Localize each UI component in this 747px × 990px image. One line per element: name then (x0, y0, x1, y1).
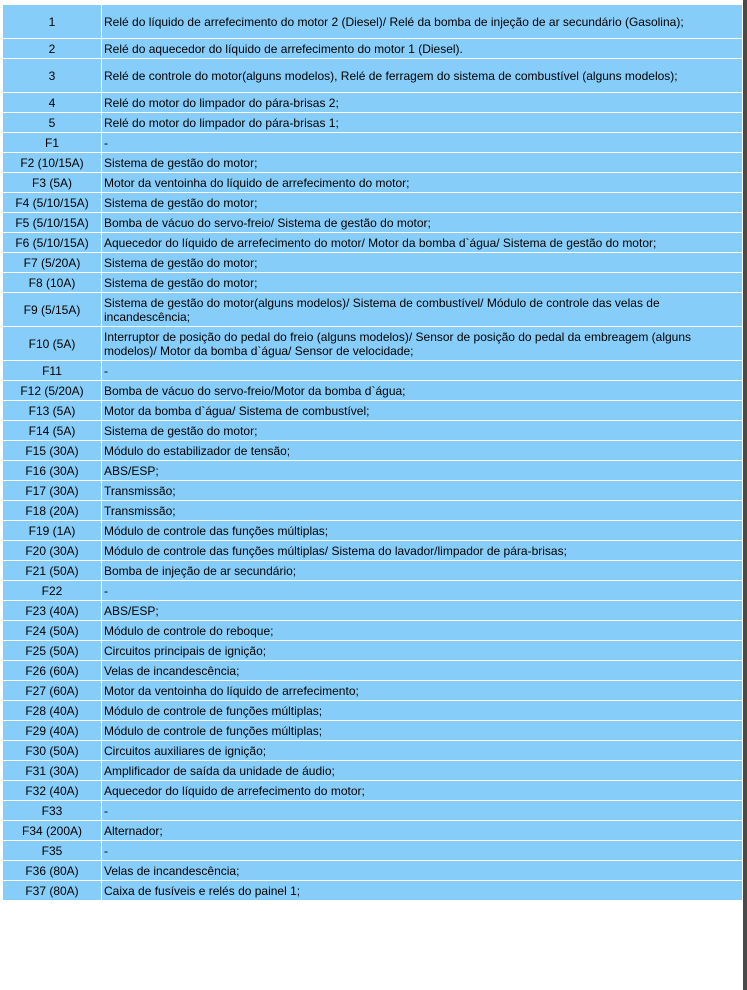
table-row (3, 381, 742, 400)
table-row (3, 441, 742, 460)
window-scrollbar-edge[interactable] (743, 0, 747, 990)
table-row (3, 621, 742, 640)
fuse-code-cell: F36 (80A) (3, 861, 101, 880)
fuse-description-cell: Bomba de vácuo do servo-freio/Motor da bomba d`água; (102, 381, 742, 400)
fuse-description-cell: - (102, 801, 742, 820)
table-row (3, 133, 742, 152)
table-row (3, 641, 742, 660)
fuse-code-cell: F14 (5A) (3, 421, 101, 440)
fuse-description-cell: - (102, 581, 742, 600)
table-row (3, 93, 742, 112)
table-row (3, 661, 742, 680)
fuse-code-cell: 4 (3, 93, 101, 112)
fuse-code-cell: F37 (80A) (3, 881, 101, 900)
fuse-description-cell: Motor da ventoinha do líquido de arrefecimento do motor; (102, 173, 742, 192)
fuse-description-cell: Relé do motor do limpador do pára-brisas 1; (102, 113, 742, 132)
fuse-code-cell: F7 (5/20A) (3, 253, 101, 272)
fuse-description-cell: Sistema de gestão do motor; (102, 253, 742, 272)
table-row (3, 293, 742, 326)
table-row (3, 881, 742, 900)
table-row (3, 401, 742, 420)
table-row (3, 741, 742, 760)
fuse-description-cell: - (102, 361, 742, 380)
fuse-code-cell: F31 (30A) (3, 761, 101, 780)
table-row (3, 113, 742, 132)
table-row (3, 501, 742, 520)
fuse-description-cell: Relé do aquecedor do líquido de arrefecimento do motor 1 (Diesel). (102, 39, 742, 58)
table-row (3, 721, 742, 740)
fuse-description-cell: Relé do motor do limpador do pára-brisas 2; (102, 93, 742, 112)
fuse-description-cell: - (102, 133, 742, 152)
table-row (3, 601, 742, 620)
table-row (3, 361, 742, 380)
table-row (3, 213, 742, 232)
table-row (3, 681, 742, 700)
fuse-code-cell: F9 (5/15A) (3, 293, 101, 326)
fuse-description-cell: Módulo de controle de funções múltiplas; (102, 701, 742, 720)
fuse-code-cell: 3 (3, 59, 101, 92)
fuse-code-cell: 5 (3, 113, 101, 132)
fuse-description-cell: Relé de controle do motor(alguns modelos), Relé de ferragem do sistema de combustível (alguns modelos); (102, 59, 742, 92)
fuse-code-cell: F8 (10A) (3, 273, 101, 292)
fuse-code-cell: F32 (40A) (3, 781, 101, 800)
table-row (3, 841, 742, 860)
table-row (3, 701, 742, 720)
fuse-description-cell: Sistema de gestão do motor; (102, 421, 742, 440)
fuse-code-cell: 1 (3, 5, 101, 38)
table-row (3, 521, 742, 540)
fuse-description-cell: Velas de incandescência; (102, 861, 742, 880)
table-row (3, 781, 742, 800)
table-row (3, 327, 742, 360)
table-row (3, 861, 742, 880)
fuse-code-cell: F19 (1A) (3, 521, 101, 540)
fuse-description-cell: Módulo de controle de funções múltiplas; (102, 721, 742, 740)
fuse-code-cell: F2 (10/15A) (3, 153, 101, 172)
fuse-description-cell: - (102, 841, 742, 860)
fuse-code-cell: F24 (50A) (3, 621, 101, 640)
table-row (3, 39, 742, 58)
fuse-description-cell: Sistema de gestão do motor; (102, 273, 742, 292)
fuse-code-cell: 2 (3, 39, 101, 58)
table-row (3, 5, 742, 38)
table-row (3, 233, 742, 252)
fuse-description-cell: Transmissão; (102, 501, 742, 520)
fuse-description-cell: Bomba de vácuo do servo-freio/ Sistema de gestão do motor; (102, 213, 742, 232)
fuse-code-cell: F33 (3, 801, 101, 820)
fuse-code-cell: F29 (40A) (3, 721, 101, 740)
fuse-description-cell: Transmissão; (102, 481, 742, 500)
fuse-description-cell: Alternador; (102, 821, 742, 840)
fuse-code-cell: F27 (60A) (3, 681, 101, 700)
fuse-description-cell: Relé do líquido de arrefecimento do motor 2 (Diesel)/ Relé da bomba de injeção de ar secundário (Gasolina); (102, 5, 742, 38)
fuse-description-cell: Interruptor de posição do pedal do freio (alguns modelos)/ Sensor de posição do pedal da embreagem (alguns modelos)/ Motor da bomba d`água/ Sensor de velocidade; (102, 327, 742, 360)
fuse-table-body (3, 5, 742, 900)
fuse-code-cell: F6 (5/10/15A) (3, 233, 101, 252)
fuse-description-cell: Circuitos auxiliares de ignição; (102, 741, 742, 760)
fuse-description-cell: ABS/ESP; (102, 601, 742, 620)
fuse-code-cell: F17 (30A) (3, 481, 101, 500)
fuse-description-cell: Velas de incandescência; (102, 661, 742, 680)
table-row (3, 421, 742, 440)
fuse-code-cell: F21 (50A) (3, 561, 101, 580)
fuse-description-cell: Motor da bomba d`água/ Sistema de combustível; (102, 401, 742, 420)
fuse-description-cell: ABS/ESP; (102, 461, 742, 480)
fuse-code-cell: F23 (40A) (3, 601, 101, 620)
fuse-code-cell: F1 (3, 133, 101, 152)
fuse-code-cell: F11 (3, 361, 101, 380)
fuse-description-cell: Aquecedor do líquido de arrefecimento do motor/ Motor da bomba d`água/ Sistema de gestão do motor; (102, 233, 742, 252)
fuse-code-cell: F28 (40A) (3, 701, 101, 720)
fuse-code-cell: F13 (5A) (3, 401, 101, 420)
fuse-description-cell: Circuitos principais de ignição; (102, 641, 742, 660)
table-row (3, 273, 742, 292)
table-row (3, 761, 742, 780)
table-row (3, 581, 742, 600)
fuse-description-cell: Módulo de controle do reboque; (102, 621, 742, 640)
table-row (3, 821, 742, 840)
fuse-description-cell: Módulo de controle das funções múltiplas/ Sistema do lavador/limpador de pára-brisas; (102, 541, 742, 560)
table-row (3, 253, 742, 272)
fuse-description-cell: Bomba de injeção de ar secundário; (102, 561, 742, 580)
table-row (3, 561, 742, 580)
fuse-code-cell: F3 (5A) (3, 173, 101, 192)
fuse-code-cell: F26 (60A) (3, 661, 101, 680)
table-row (3, 173, 742, 192)
table-row (3, 461, 742, 480)
table-row (3, 153, 742, 172)
fuse-relay-table (2, 4, 743, 901)
fuse-description-cell: Sistema de gestão do motor; (102, 153, 742, 172)
fuse-description-cell: Sistema de gestão do motor(alguns modelos)/ Sistema de combustível/ Módulo de controle das velas de incandescência; (102, 293, 742, 326)
table-row (3, 801, 742, 820)
fuse-description-cell: Amplificador de saída da unidade de áudio; (102, 761, 742, 780)
fuse-code-cell: F20 (30A) (3, 541, 101, 560)
fuse-code-cell: F25 (50A) (3, 641, 101, 660)
fuse-description-cell: Caixa de fusíveis e relés do painel 1; (102, 881, 742, 900)
fuse-description-cell: Módulo do estabilizador de tensão; (102, 441, 742, 460)
fuse-code-cell: F16 (30A) (3, 461, 101, 480)
fuse-code-cell: F5 (5/10/15A) (3, 213, 101, 232)
fuse-code-cell: F18 (20A) (3, 501, 101, 520)
fuse-code-cell: F12 (5/20A) (3, 381, 101, 400)
fuse-code-cell: F4 (5/10/15A) (3, 193, 101, 212)
table-row (3, 481, 742, 500)
fuse-code-cell: F35 (3, 841, 101, 860)
fuse-description-cell: Motor da ventoinha do líquido de arrefecimento; (102, 681, 742, 700)
table-row (3, 541, 742, 560)
fuse-code-cell: F10 (5A) (3, 327, 101, 360)
fuse-code-cell: F15 (30A) (3, 441, 101, 460)
fuse-description-cell: Módulo de controle das funções múltiplas; (102, 521, 742, 540)
fuse-description-cell: Aquecedor do líquido de arrefecimento do motor; (102, 781, 742, 800)
table-row (3, 193, 742, 212)
fuse-description-cell: Sistema de gestão do motor; (102, 193, 742, 212)
table-row (3, 59, 742, 92)
fuse-code-cell: F22 (3, 581, 101, 600)
fuse-code-cell: F34 (200A) (3, 821, 101, 840)
fuse-code-cell: F30 (50A) (3, 741, 101, 760)
